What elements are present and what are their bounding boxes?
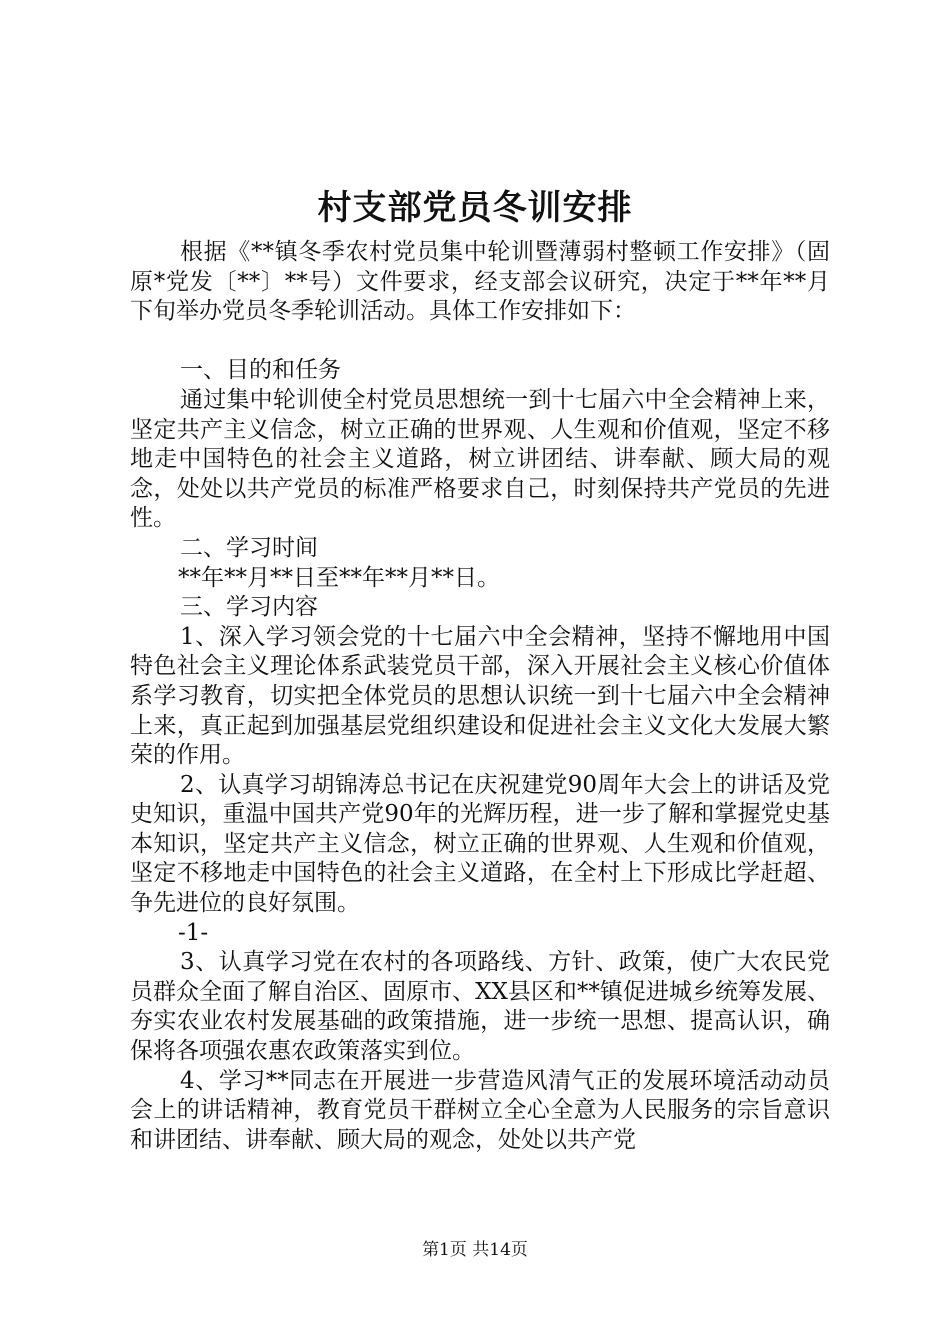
document-body [130, 238, 830, 1155]
intro-paragraph: 根据《**镇冬季农村党员集中轮训暨薄弱村整顿工作安排》（固原*党发〔**〕**号）文件要求，经支部会议研究，决定于**年**月下旬举办党员冬季轮训活动。具体工作安排如下： [130, 239, 830, 325]
content-item-2: 2、认真学习胡锦涛总书记在庆祝建党90周年大会上的讲话及党史知识，重温中国共产党90年的光辉历程，进一步了解和掌握党史基本知识，坚定共产主义信念，树立正确的世界观、人生观和价值观，坚定不移地走中国特色的社会主义道路，在全村上下形成比学赶超、争先进位的良好氛围。 [130, 771, 830, 917]
section-heading-content: 三、学习内容 [180, 594, 318, 621]
section-heading-purpose: 一、目的和任务 [180, 357, 341, 384]
inline-page-marker: -1- [178, 919, 209, 946]
content-item-4: 4、学习**同志在开展进一步营造风清气正的发展环境活动动员会上的讲话精神，教育党员干群树立全心全意为人民服务的宗旨意识和讲团结、讲奉献、顾大局的观念，处处以共产党 [130, 1067, 830, 1153]
content-item-3: 3、认真学习党在农村的各项路线、方针、政策，使广大农民党员群众全面了解自治区、固原市、XX县区和**镇促进城乡统筹发展、夯实农业农村发展基础的政策措施，进一步统一思想、提高认识，确保将各项强农惠农政策落实到位。 [130, 949, 830, 1065]
content-item-1: 1、深入学习领会党的十七届六中全会精神，坚持不懈地用中国特色社会主义理论体系武装党员干部，深入开展社会主义核心价值体系学习教育，切实把全体党员的思想认识统一到十七届六中全会精神上来，真正起到加强基层党组织建设和促进社会主义文化大发展大繁荣的作用。 [130, 623, 830, 769]
page-footer: 第1页 共14页 [422, 1240, 528, 1260]
time-paragraph: **年**月**日至**年**月**日。 [178, 564, 500, 591]
document-title: 村支部党员冬训安排 [317, 188, 633, 228]
purpose-paragraph: 通过集中轮训使全村党员思想统一到十七届六中全会精神上来，坚定共产主义信念，树立正确的世界观、人生观和价值观，坚定不移地走中国特色的社会主义道路，树立讲团结、讲奉献、顾大局的观念，处处以共产党员的标准严格要求自己，时刻保持共产党员的先进性。 [130, 386, 830, 532]
section-heading-time: 二、学习时间 [180, 534, 318, 561]
